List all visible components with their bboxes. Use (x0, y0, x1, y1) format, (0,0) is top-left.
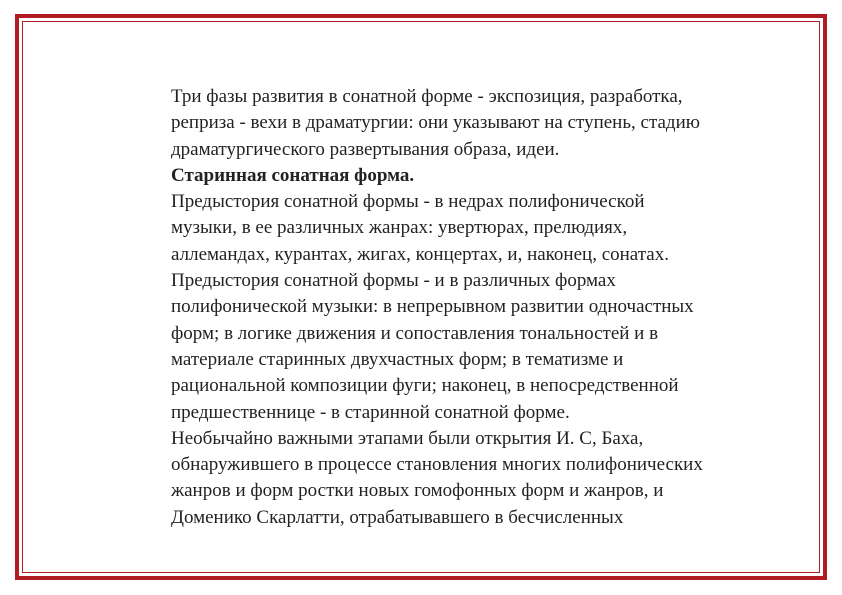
text-line: Доменико Скарлатти, отрабатывавшего в бесчисленных (171, 506, 624, 528)
text-line: обнаружившего в процессе становления многих полифонических (171, 454, 703, 476)
text-line: реприза - вехи в драматургии: они указывают на ступень, стадию (171, 112, 700, 134)
text-line: жанров и форм ростки новых гомофонных форм и жанров, и (171, 480, 664, 502)
text-line: Необычайно важными этапами были открытия И. С, Баха, (171, 427, 644, 449)
text-line: материале старинных двухчастных форм; в тематизме и (171, 348, 624, 370)
text-line: полифонической музыки: в непрерывном развитии одночастных (171, 296, 694, 318)
text-line: музыки, в ее различных жанрах: увертюрах, прелюдиях, (171, 217, 628, 239)
text-line: Три фазы развития в сонатной форме - экспозиция, разработка, (171, 86, 683, 107)
text-line: Предыстория сонатной формы - и в различных формах (171, 270, 616, 292)
text-line: форм; в логике движения и сопоставления тональностей и в (171, 322, 659, 344)
text-line: драматургического развертывания образа, идеи. (171, 138, 560, 160)
slide-text-body (171, 84, 791, 531)
text-line: Предыстория сонатной формы - в недрах полифонической (171, 191, 645, 213)
text-line: рациональной композиции фуги; наконец, в непосредственной (171, 375, 679, 397)
text-line: предшественнице - в старинной сонатной форме. (171, 401, 570, 423)
section-heading: Старинная сонатная форма. (171, 164, 415, 186)
text-line: аллемандах, курантах, жигах, концертах, и, наконец, сонатах. (171, 243, 669, 265)
